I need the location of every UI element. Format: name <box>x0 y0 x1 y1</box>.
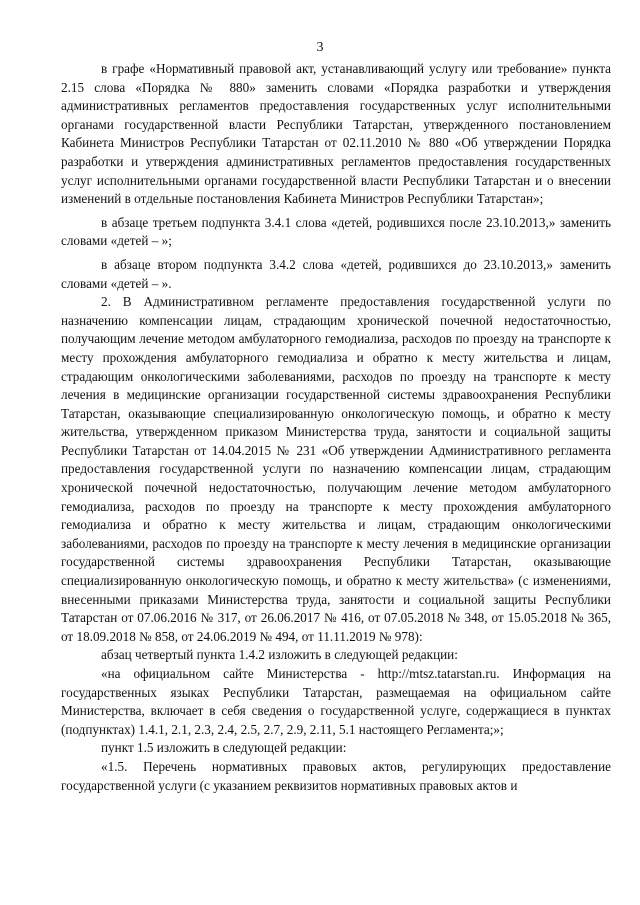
paragraph-grafa-npa: в графе «Нормативный правовой акт, устанавливающий услугу или требование» пункта 2.15 слова «Порядка № 880» заменить словами «Порядка разработки и утверждения административных регламентов предоставления государственных услуг исполнительными органами государственной власти Республики Татарстан, утвержденного постановлением Кабинета Министров Республики Татарстан от 02.11.2010 № 880 «Об утверждении Порядка разработки и утверждения административных регламентов предоставления государственных услуг исполнительными органами государственной власти Республики Татарстан и о внесении изменений в отдельные постановления Кабинета Министров Республики Татарстан»; <box>61 61 611 207</box>
paragraph-1-4-2-text: «на официальном сайте Министерства - http://mtsz.tatarstan.ru. Информация на государственных языках Республики Татарстан, размещаемая на официальном сайте Министерства, включает в себя сведения о государственной услуге, содержащиеся в пунктах (подпунктах) 1.4.1, 2.1, 2.3, 2.4, 2.5, 2.7, 2.9, 2.11, 5.1 настоящего Регламента;»; <box>61 666 611 737</box>
page-number: 3 <box>316 40 324 55</box>
paragraph-3-4-1: в абзаце третьем подпункта 3.4.1 слова «детей, родившихся после 23.10.2013,» заменить словами «детей – »; <box>61 214 611 249</box>
paragraph-1-5-text: «1.5. Перечень нормативных правовых актов, регулирующих предоставление государственной услуги (с указанием реквизитов нормативных правовых актов и <box>61 758 611 793</box>
paragraph-item-2: 2. В Административном регламенте предоставления государственной услуги по назначению компенсации лицам, страдающим хронической почечной недостаточностью, получающим лечение методом амбулаторного гемодиализа, расходов по проезду на транспорте к месту прохождения амбулаторного гемодиализа и обратно к месту жительства и лицам, страдающим онкологическими заболеваниями, расходов по проезду на транспорте к месту лечения в медицинские организации государственной системы здравоохранения Республики Татарстан, оказывающие специализированную онкологическую помощь, и обратно к месту жительства, утвержденном приказом Министерства труда, занятости и социальной защиты Республики Татарстан от 14.04.2015 № 231 «Об утверждении Административного регламента предоставления государственной услуги по назначению компенсации лицам, страдающим хронической почечной недостаточностью, получающим лечение методом амбулаторного гемодиализа, расходов по проезду на транспорте к месту прохождения амбулаторного гемодиализа и обратно к месту жительства и лицам, страдающим онкологическими заболеваниями, расходов по проезду на транспорте к месту лечения в медицинские организации государственной системы здравоохранения Республики Татарстан, оказывающие специализированную онкологическую помощь, и обратно к месту жительства» (с изменениями, внесенными приказами Министерства труда, занятости и социальной защиты Республики Татарстан от 07.06.2016 № 317, от 26.06.2017 № 416, от 07.05.2018 № 348, от 15.05.2018 № 365, от 18.09.2018 № 858, от 24.06.2019 № 494, от 11.11.2019 № 978): <box>61 294 611 644</box>
paragraph-3-4-2: в абзаце втором подпункта 3.4.2 слова «детей, родившихся до 23.10.2013,» заменить словами «детей – ». <box>61 256 611 291</box>
paragraph-1-5-intro: пункт 1.5 изложить в следующей редакции: <box>101 740 347 756</box>
document-body <box>61 60 611 795</box>
paragraph-1-4-2-intro: абзац четвертый пункта 1.4.2 изложить в следующей редакции: <box>101 647 458 663</box>
